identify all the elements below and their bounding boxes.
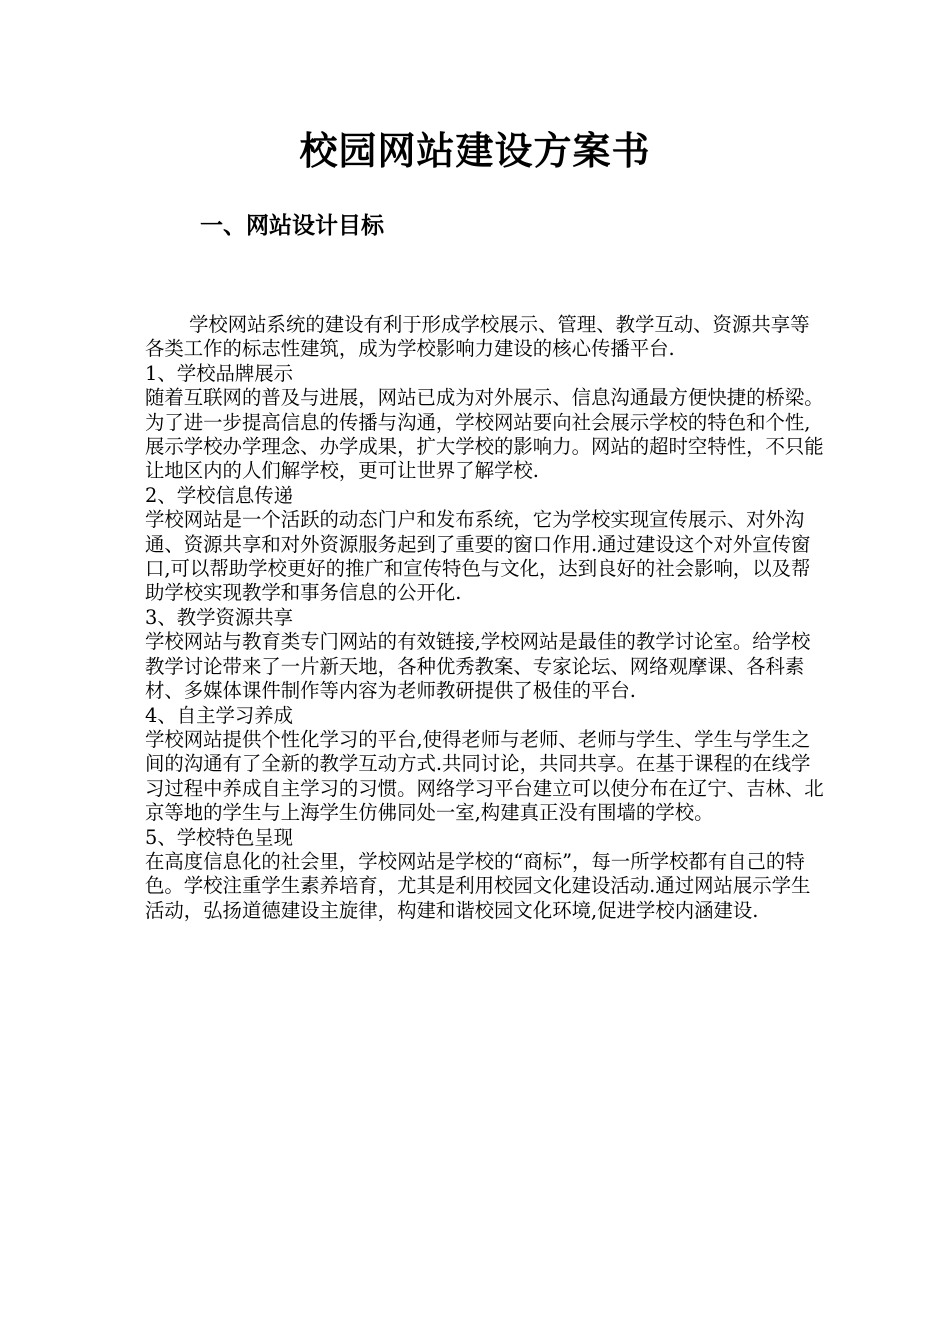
- item-heading-features: 5、学校特色呈现: [145, 825, 294, 849]
- item-body-resources: 学校网站与教育类专门网站的有效链接,学校网站是最佳的教学讨论室。给学校教学讨论带来了一片新天地，各种优秀教案、专家论坛、网络观摩课、各科素材、多媒体课件制作等内容为老师教研提供了极佳的平台.: [145, 630, 811, 703]
- item-heading-self-learning: 4、自主学习养成: [145, 703, 294, 727]
- section-heading: 一、网站设计目标: [200, 212, 384, 239]
- item-body-self-learning: 学校网站提供个性化学习的平台,使得老师与老师、老师与学生、学生与学生之间的沟通有了全新的教学互动方式.共同讨论，共同共享。在基于课程的在线学习过程中养成自主学习的习惯。网络学习平台建立可以使分布在辽宁、吉林、北京等地的学生与上海学生仿佛同处一室,构建真正没有围墙的学校。: [145, 727, 824, 825]
- item-heading-brand: 1、学校品牌展示: [145, 361, 294, 385]
- document-title: 校园网站建设方案书: [299, 128, 651, 173]
- item-body-brand: 随着互联网的普及与进展，网站已成为对外展示、信息沟通最方便快捷的桥梁。为了进一步提高信息的传播与沟通，学校网站要向社会展示学校的特色和个性,展示学校办学理念、办学成果，扩大学校的影响力。网站的超时空特性，不只能让地区内的人们解学校，更可让世界了解学校.: [145, 386, 824, 483]
- intro-paragraph: 学校网站系统的建设有利于形成学校展示、管理、教学互动、资源共享等各类工作的标志性建筑，成为学校影响力建设的核心传播平台.: [145, 313, 810, 361]
- item-body-features: 在高度信息化的社会里，学校网站是学校的“商标”，每一所学校都有自己的特色。学校注重学生素养培育，尤其是利用校园文化建设活动.通过网站展示学生活动，弘扬道德建设主旋律，构建和谐校园文化环境,促进学校内涵建设.: [145, 849, 811, 922]
- item-heading-information: 2、学校信息传递: [145, 483, 294, 507]
- item-heading-resources: 3、教学资源共享: [145, 605, 294, 629]
- item-body-information: 学校网站是一个活跃的动态门户和发布系统，它为学校实现宣传展示、对外沟通、资源共享和对外资源服务起到了重要的窗口作用.通过建设这个对外宣传窗口,可以帮助学校更好的推广和宣传特色与文化，达到良好的社会影响，以及帮助学校实现教学和事务信息的公开化.: [145, 508, 811, 605]
- document-body: [145, 313, 825, 923]
